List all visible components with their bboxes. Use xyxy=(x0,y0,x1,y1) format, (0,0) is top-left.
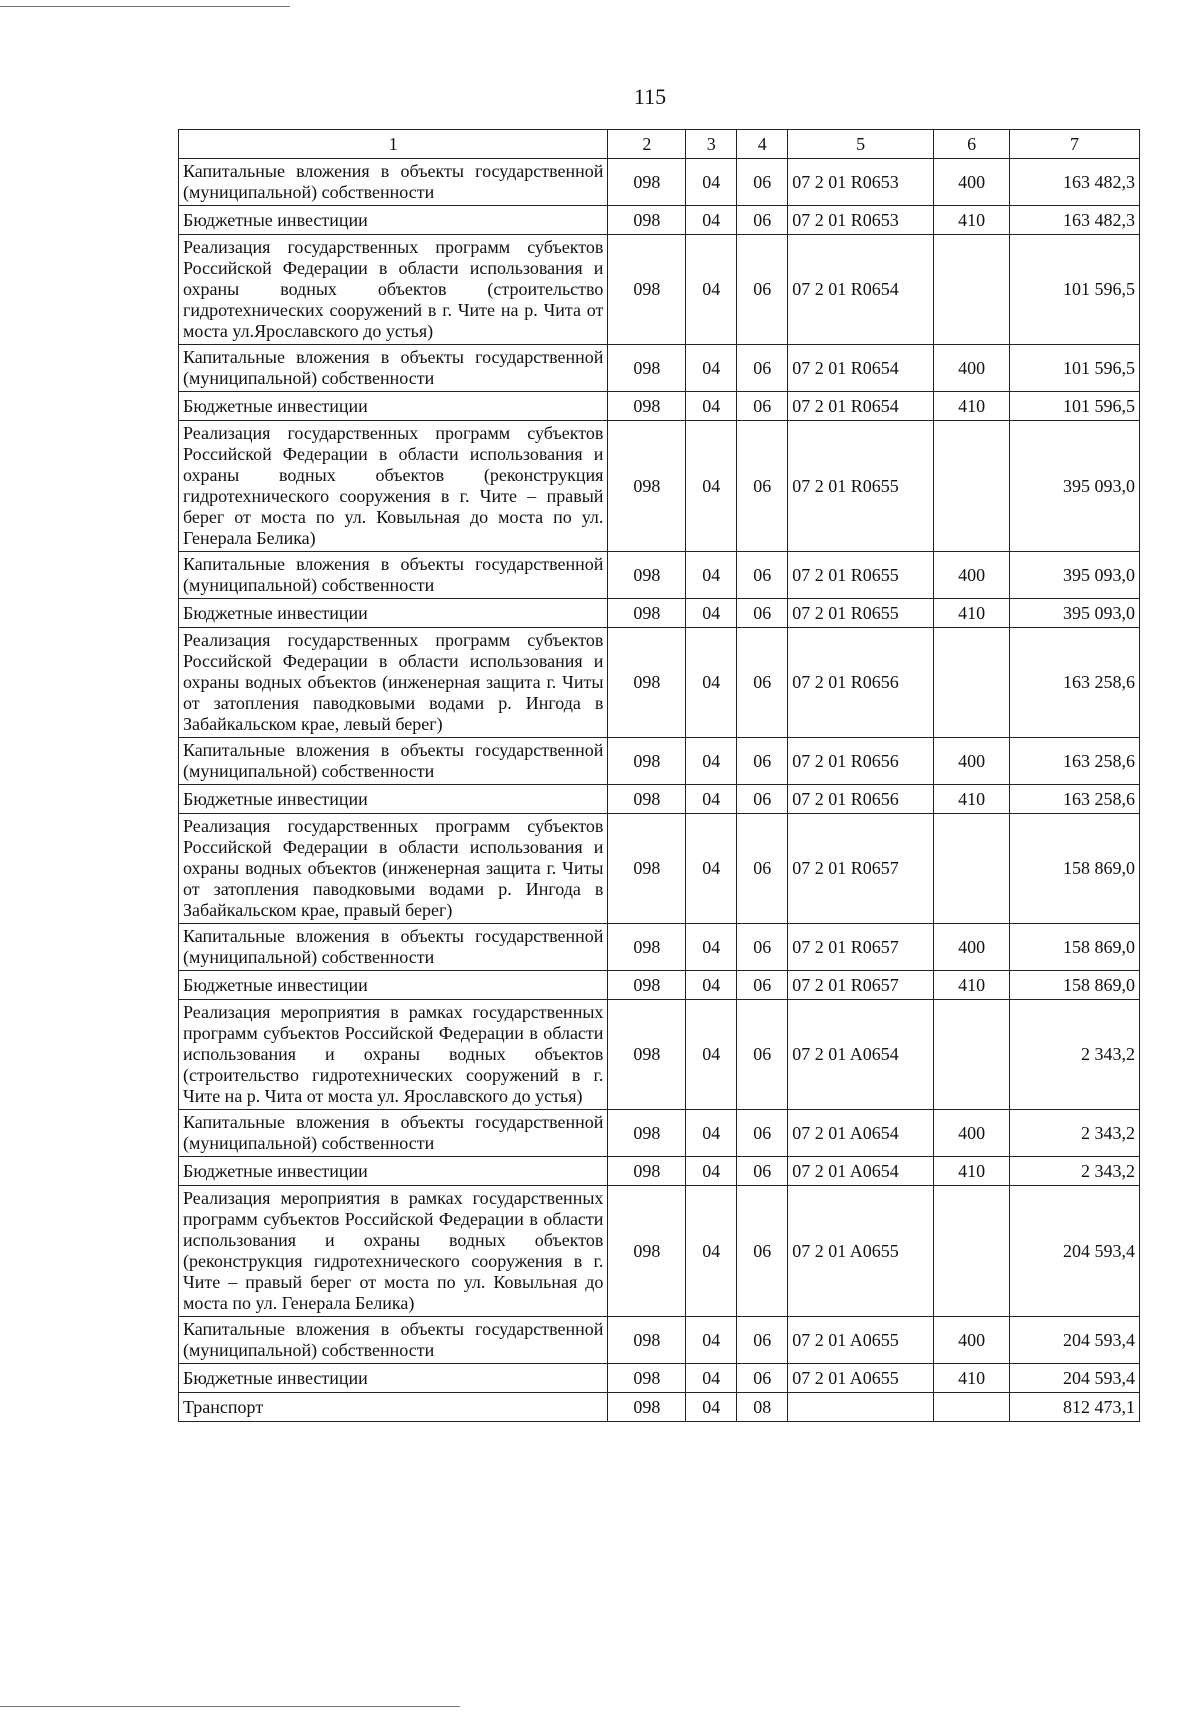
row-subsection-code-cell: 06 xyxy=(737,392,788,421)
row-target-article-cell: 07 2 01 A0655 xyxy=(788,1186,934,1317)
table-header-row xyxy=(179,130,1140,159)
row-name-cell: Реализация государственных программ субъектов Российской Федерации в области использования и охраны водных объектов (инженерная защита г. Читы от затопления паводковыми водами р. Ингода в Забайкальском крае, левый берег) xyxy=(179,628,608,738)
row-name-cell: Бюджетные инвестиции xyxy=(179,971,608,1000)
row-expense-type-cell: 400 xyxy=(934,552,1010,599)
row-ministry-code-cell: 098 xyxy=(608,235,686,345)
row-subsection-code-cell: 06 xyxy=(737,206,788,235)
row-amount-cell: 163 258,6 xyxy=(1010,785,1140,814)
row-section-code-cell: 04 xyxy=(686,1157,737,1186)
row-name-cell: Бюджетные инвестиции xyxy=(179,1364,608,1393)
column-header: 3 xyxy=(686,130,737,159)
row-amount-cell: 2 343,2 xyxy=(1010,1110,1140,1157)
row-expense-type-cell: 410 xyxy=(934,206,1010,235)
table-row xyxy=(179,206,1140,235)
row-subsection-code-cell: 08 xyxy=(737,1393,788,1422)
row-target-article-cell: 07 2 01 R0655 xyxy=(788,599,934,628)
column-header: 1 xyxy=(179,130,608,159)
row-name-cell: Капитальные вложения в объекты государственной (муниципальной) собственности xyxy=(179,924,608,971)
row-expense-type-cell: 410 xyxy=(934,599,1010,628)
row-target-article-cell: 07 2 01 R0657 xyxy=(788,814,934,924)
row-section-code-cell: 04 xyxy=(686,738,737,785)
row-target-article-cell: 07 2 01 A0655 xyxy=(788,1364,934,1393)
row-name-cell: Капитальные вложения в объекты государственной (муниципальной) собственности xyxy=(179,159,608,206)
row-expense-type-cell xyxy=(934,421,1010,552)
row-amount-cell: 101 596,5 xyxy=(1010,392,1140,421)
row-amount-cell: 158 869,0 xyxy=(1010,924,1140,971)
row-amount-cell: 158 869,0 xyxy=(1010,971,1140,1000)
row-subsection-code-cell: 06 xyxy=(737,159,788,206)
row-ministry-code-cell: 098 xyxy=(608,206,686,235)
table-row xyxy=(179,628,1140,738)
row-ministry-code-cell: 098 xyxy=(608,924,686,971)
row-amount-cell: 395 093,0 xyxy=(1010,421,1140,552)
table-row xyxy=(179,785,1140,814)
row-subsection-code-cell: 06 xyxy=(737,1317,788,1364)
row-ministry-code-cell: 098 xyxy=(608,814,686,924)
row-subsection-code-cell: 06 xyxy=(737,1186,788,1317)
row-section-code-cell: 04 xyxy=(686,1000,737,1110)
row-name-cell: Капитальные вложения в объекты государственной (муниципальной) собственности xyxy=(179,552,608,599)
row-ministry-code-cell: 098 xyxy=(608,1317,686,1364)
table-row xyxy=(179,1364,1140,1393)
row-target-article-cell: 07 2 01 R0657 xyxy=(788,971,934,1000)
row-section-code-cell: 04 xyxy=(686,814,737,924)
row-amount-cell: 101 596,5 xyxy=(1010,235,1140,345)
row-ministry-code-cell: 098 xyxy=(608,1000,686,1110)
row-expense-type-cell xyxy=(934,814,1010,924)
row-section-code-cell: 04 xyxy=(686,1110,737,1157)
table-row xyxy=(179,235,1140,345)
row-expense-type-cell xyxy=(934,235,1010,345)
row-name-cell: Бюджетные инвестиции xyxy=(179,785,608,814)
row-subsection-code-cell: 06 xyxy=(737,1000,788,1110)
row-subsection-code-cell: 06 xyxy=(737,971,788,1000)
row-name-cell: Капитальные вложения в объекты государственной (муниципальной) собственности xyxy=(179,1110,608,1157)
row-amount-cell: 163 482,3 xyxy=(1010,206,1140,235)
row-ministry-code-cell: 098 xyxy=(608,1393,686,1422)
table-body xyxy=(179,159,1140,1422)
table-row xyxy=(179,1157,1140,1186)
row-expense-type-cell xyxy=(934,1000,1010,1110)
row-subsection-code-cell: 06 xyxy=(737,814,788,924)
column-header: 4 xyxy=(737,130,788,159)
row-ministry-code-cell: 098 xyxy=(608,1110,686,1157)
row-section-code-cell: 04 xyxy=(686,1393,737,1422)
row-name-cell: Капитальные вложения в объекты государственной (муниципальной) собственности xyxy=(179,345,608,392)
row-expense-type-cell: 410 xyxy=(934,392,1010,421)
row-subsection-code-cell: 06 xyxy=(737,924,788,971)
row-section-code-cell: 04 xyxy=(686,1364,737,1393)
table-row xyxy=(179,1317,1140,1364)
table-row xyxy=(179,345,1140,392)
row-subsection-code-cell: 06 xyxy=(737,785,788,814)
row-expense-type-cell xyxy=(934,1393,1010,1422)
row-name-cell: Капитальные вложения в объекты государственной (муниципальной) собственности xyxy=(179,1317,608,1364)
table-row xyxy=(179,924,1140,971)
row-section-code-cell: 04 xyxy=(686,421,737,552)
table-row xyxy=(179,392,1140,421)
row-ministry-code-cell: 098 xyxy=(608,971,686,1000)
row-amount-cell: 158 869,0 xyxy=(1010,814,1140,924)
row-target-article-cell: 07 2 01 R0653 xyxy=(788,206,934,235)
row-section-code-cell: 04 xyxy=(686,345,737,392)
row-expense-type-cell xyxy=(934,1186,1010,1317)
row-ministry-code-cell: 098 xyxy=(608,1186,686,1317)
row-name-cell: Реализация государственных программ субъектов Российской Федерации в области использования и охраны водных объектов (реконструкция гидротехнического сооружения в г. Чите – правый берег от моста по ул. Ковыльная до моста по ул. Генерала Белика) xyxy=(179,421,608,552)
row-target-article-cell: 07 2 01 R0657 xyxy=(788,924,934,971)
row-expense-type-cell: 400 xyxy=(934,345,1010,392)
row-subsection-code-cell: 06 xyxy=(737,421,788,552)
row-target-article-cell: 07 2 01 R0655 xyxy=(788,552,934,599)
row-amount-cell: 204 593,4 xyxy=(1010,1364,1140,1393)
row-expense-type-cell: 410 xyxy=(934,1157,1010,1186)
scan-edge-line-top xyxy=(0,6,290,7)
row-ministry-code-cell: 098 xyxy=(608,345,686,392)
row-subsection-code-cell: 06 xyxy=(737,1157,788,1186)
column-header: 7 xyxy=(1010,130,1140,159)
row-expense-type-cell: 400 xyxy=(934,1317,1010,1364)
row-ministry-code-cell: 098 xyxy=(608,785,686,814)
row-target-article-cell: 07 2 01 A0655 xyxy=(788,1317,934,1364)
row-target-article-cell: 07 2 01 A0654 xyxy=(788,1110,934,1157)
row-ministry-code-cell: 098 xyxy=(608,1364,686,1393)
row-expense-type-cell: 410 xyxy=(934,785,1010,814)
row-subsection-code-cell: 06 xyxy=(737,345,788,392)
row-name-cell: Реализация мероприятия в рамках государственных программ субъектов Российской Федерации в области использования и охраны водных объектов (строительство гидротехнических сооружений в г. Чите на р. Чита от моста ул. Ярославского до устья) xyxy=(179,1000,608,1110)
row-target-article-cell: 07 2 01 R0655 xyxy=(788,421,934,552)
row-section-code-cell: 04 xyxy=(686,971,737,1000)
row-name-cell: Капитальные вложения в объекты государственной (муниципальной) собственности xyxy=(179,738,608,785)
row-subsection-code-cell: 06 xyxy=(737,599,788,628)
row-section-code-cell: 04 xyxy=(686,628,737,738)
row-name-cell: Бюджетные инвестиции xyxy=(179,599,608,628)
row-subsection-code-cell: 06 xyxy=(737,738,788,785)
row-ministry-code-cell: 098 xyxy=(608,628,686,738)
row-subsection-code-cell: 06 xyxy=(737,628,788,738)
row-expense-type-cell: 410 xyxy=(934,1364,1010,1393)
row-expense-type-cell: 410 xyxy=(934,971,1010,1000)
table-row xyxy=(179,1110,1140,1157)
row-ministry-code-cell: 098 xyxy=(608,421,686,552)
row-name-cell: Реализация государственных программ субъектов Российской Федерации в области использования и охраны водных объектов (строительство гидротехнических сооружений в г. Чите на р. Чита от моста ул.Ярославского до устья) xyxy=(179,235,608,345)
row-ministry-code-cell: 098 xyxy=(608,392,686,421)
row-target-article-cell: 07 2 01 A0654 xyxy=(788,1157,934,1186)
row-section-code-cell: 04 xyxy=(686,1317,737,1364)
table-row xyxy=(179,421,1140,552)
row-name-cell: Бюджетные инвестиции xyxy=(179,1157,608,1186)
row-amount-cell: 163 482,3 xyxy=(1010,159,1140,206)
row-amount-cell: 101 596,5 xyxy=(1010,345,1140,392)
row-amount-cell: 2 343,2 xyxy=(1010,1000,1140,1110)
row-expense-type-cell: 400 xyxy=(934,738,1010,785)
row-amount-cell: 2 343,2 xyxy=(1010,1157,1140,1186)
row-section-code-cell: 04 xyxy=(686,235,737,345)
row-ministry-code-cell: 098 xyxy=(608,552,686,599)
row-name-cell: Бюджетные инвестиции xyxy=(179,206,608,235)
table-row xyxy=(179,738,1140,785)
row-section-code-cell: 04 xyxy=(686,206,737,235)
row-expense-type-cell: 400 xyxy=(934,1110,1010,1157)
row-amount-cell: 204 593,4 xyxy=(1010,1317,1140,1364)
column-header: 5 xyxy=(788,130,934,159)
row-target-article-cell: 07 2 01 R0653 xyxy=(788,159,934,206)
column-header: 6 xyxy=(934,130,1010,159)
row-subsection-code-cell: 06 xyxy=(737,1110,788,1157)
row-subsection-code-cell: 06 xyxy=(737,552,788,599)
row-target-article-cell: 07 2 01 R0654 xyxy=(788,392,934,421)
row-section-code-cell: 04 xyxy=(686,1186,737,1317)
row-name-cell: Бюджетные инвестиции xyxy=(179,392,608,421)
row-subsection-code-cell: 06 xyxy=(737,1364,788,1393)
row-target-article-cell: 07 2 01 R0656 xyxy=(788,785,934,814)
row-name-cell: Реализация мероприятия в рамках государственных программ субъектов Российской Федерации в области использования и охраны водных объектов (реконструкция гидротехнического сооружения в г. Чите – правый берег от моста по ул. Ковыльная до моста по ул. Генерала Белика) xyxy=(179,1186,608,1317)
table-row xyxy=(179,159,1140,206)
row-target-article-cell: 07 2 01 R0656 xyxy=(788,628,934,738)
row-amount-cell: 812 473,1 xyxy=(1010,1393,1140,1422)
row-section-code-cell: 04 xyxy=(686,924,737,971)
table-row xyxy=(179,814,1140,924)
row-section-code-cell: 04 xyxy=(686,599,737,628)
row-target-article-cell xyxy=(788,1393,934,1422)
page-number: 115 xyxy=(633,84,667,109)
row-target-article-cell: 07 2 01 A0654 xyxy=(788,1000,934,1110)
row-section-code-cell: 04 xyxy=(686,159,737,206)
row-amount-cell: 395 093,0 xyxy=(1010,552,1140,599)
table-row xyxy=(179,971,1140,1000)
scan-edge-line-bottom xyxy=(0,1706,460,1707)
table-row xyxy=(179,1000,1140,1110)
row-ministry-code-cell: 098 xyxy=(608,599,686,628)
row-amount-cell: 395 093,0 xyxy=(1010,599,1140,628)
row-amount-cell: 204 593,4 xyxy=(1010,1186,1140,1317)
row-section-code-cell: 04 xyxy=(686,392,737,421)
row-expense-type-cell: 400 xyxy=(934,159,1010,206)
row-name-cell: Транспорт xyxy=(179,1393,608,1422)
row-target-article-cell: 07 2 01 R0656 xyxy=(788,738,934,785)
row-target-article-cell: 07 2 01 R0654 xyxy=(788,345,934,392)
row-name-cell: Реализация государственных программ субъектов Российской Федерации в области использования и охраны водных объектов (инженерная защита г. Читы от затопления паводковыми водами р. Ингода в Забайкальском крае, правый берег) xyxy=(179,814,608,924)
row-expense-type-cell: 400 xyxy=(934,924,1010,971)
row-section-code-cell: 04 xyxy=(686,552,737,599)
row-amount-cell: 163 258,6 xyxy=(1010,738,1140,785)
row-ministry-code-cell: 098 xyxy=(608,1157,686,1186)
row-ministry-code-cell: 098 xyxy=(608,159,686,206)
column-header: 2 xyxy=(608,130,686,159)
row-amount-cell: 163 258,6 xyxy=(1010,628,1140,738)
row-section-code-cell: 04 xyxy=(686,785,737,814)
row-subsection-code-cell: 06 xyxy=(737,235,788,345)
row-target-article-cell: 07 2 01 R0654 xyxy=(788,235,934,345)
row-expense-type-cell xyxy=(934,628,1010,738)
table-row xyxy=(179,1186,1140,1317)
table-row xyxy=(179,552,1140,599)
budget-table xyxy=(178,129,1140,1422)
table-row xyxy=(179,1393,1140,1422)
row-ministry-code-cell: 098 xyxy=(608,738,686,785)
table-row xyxy=(179,599,1140,628)
